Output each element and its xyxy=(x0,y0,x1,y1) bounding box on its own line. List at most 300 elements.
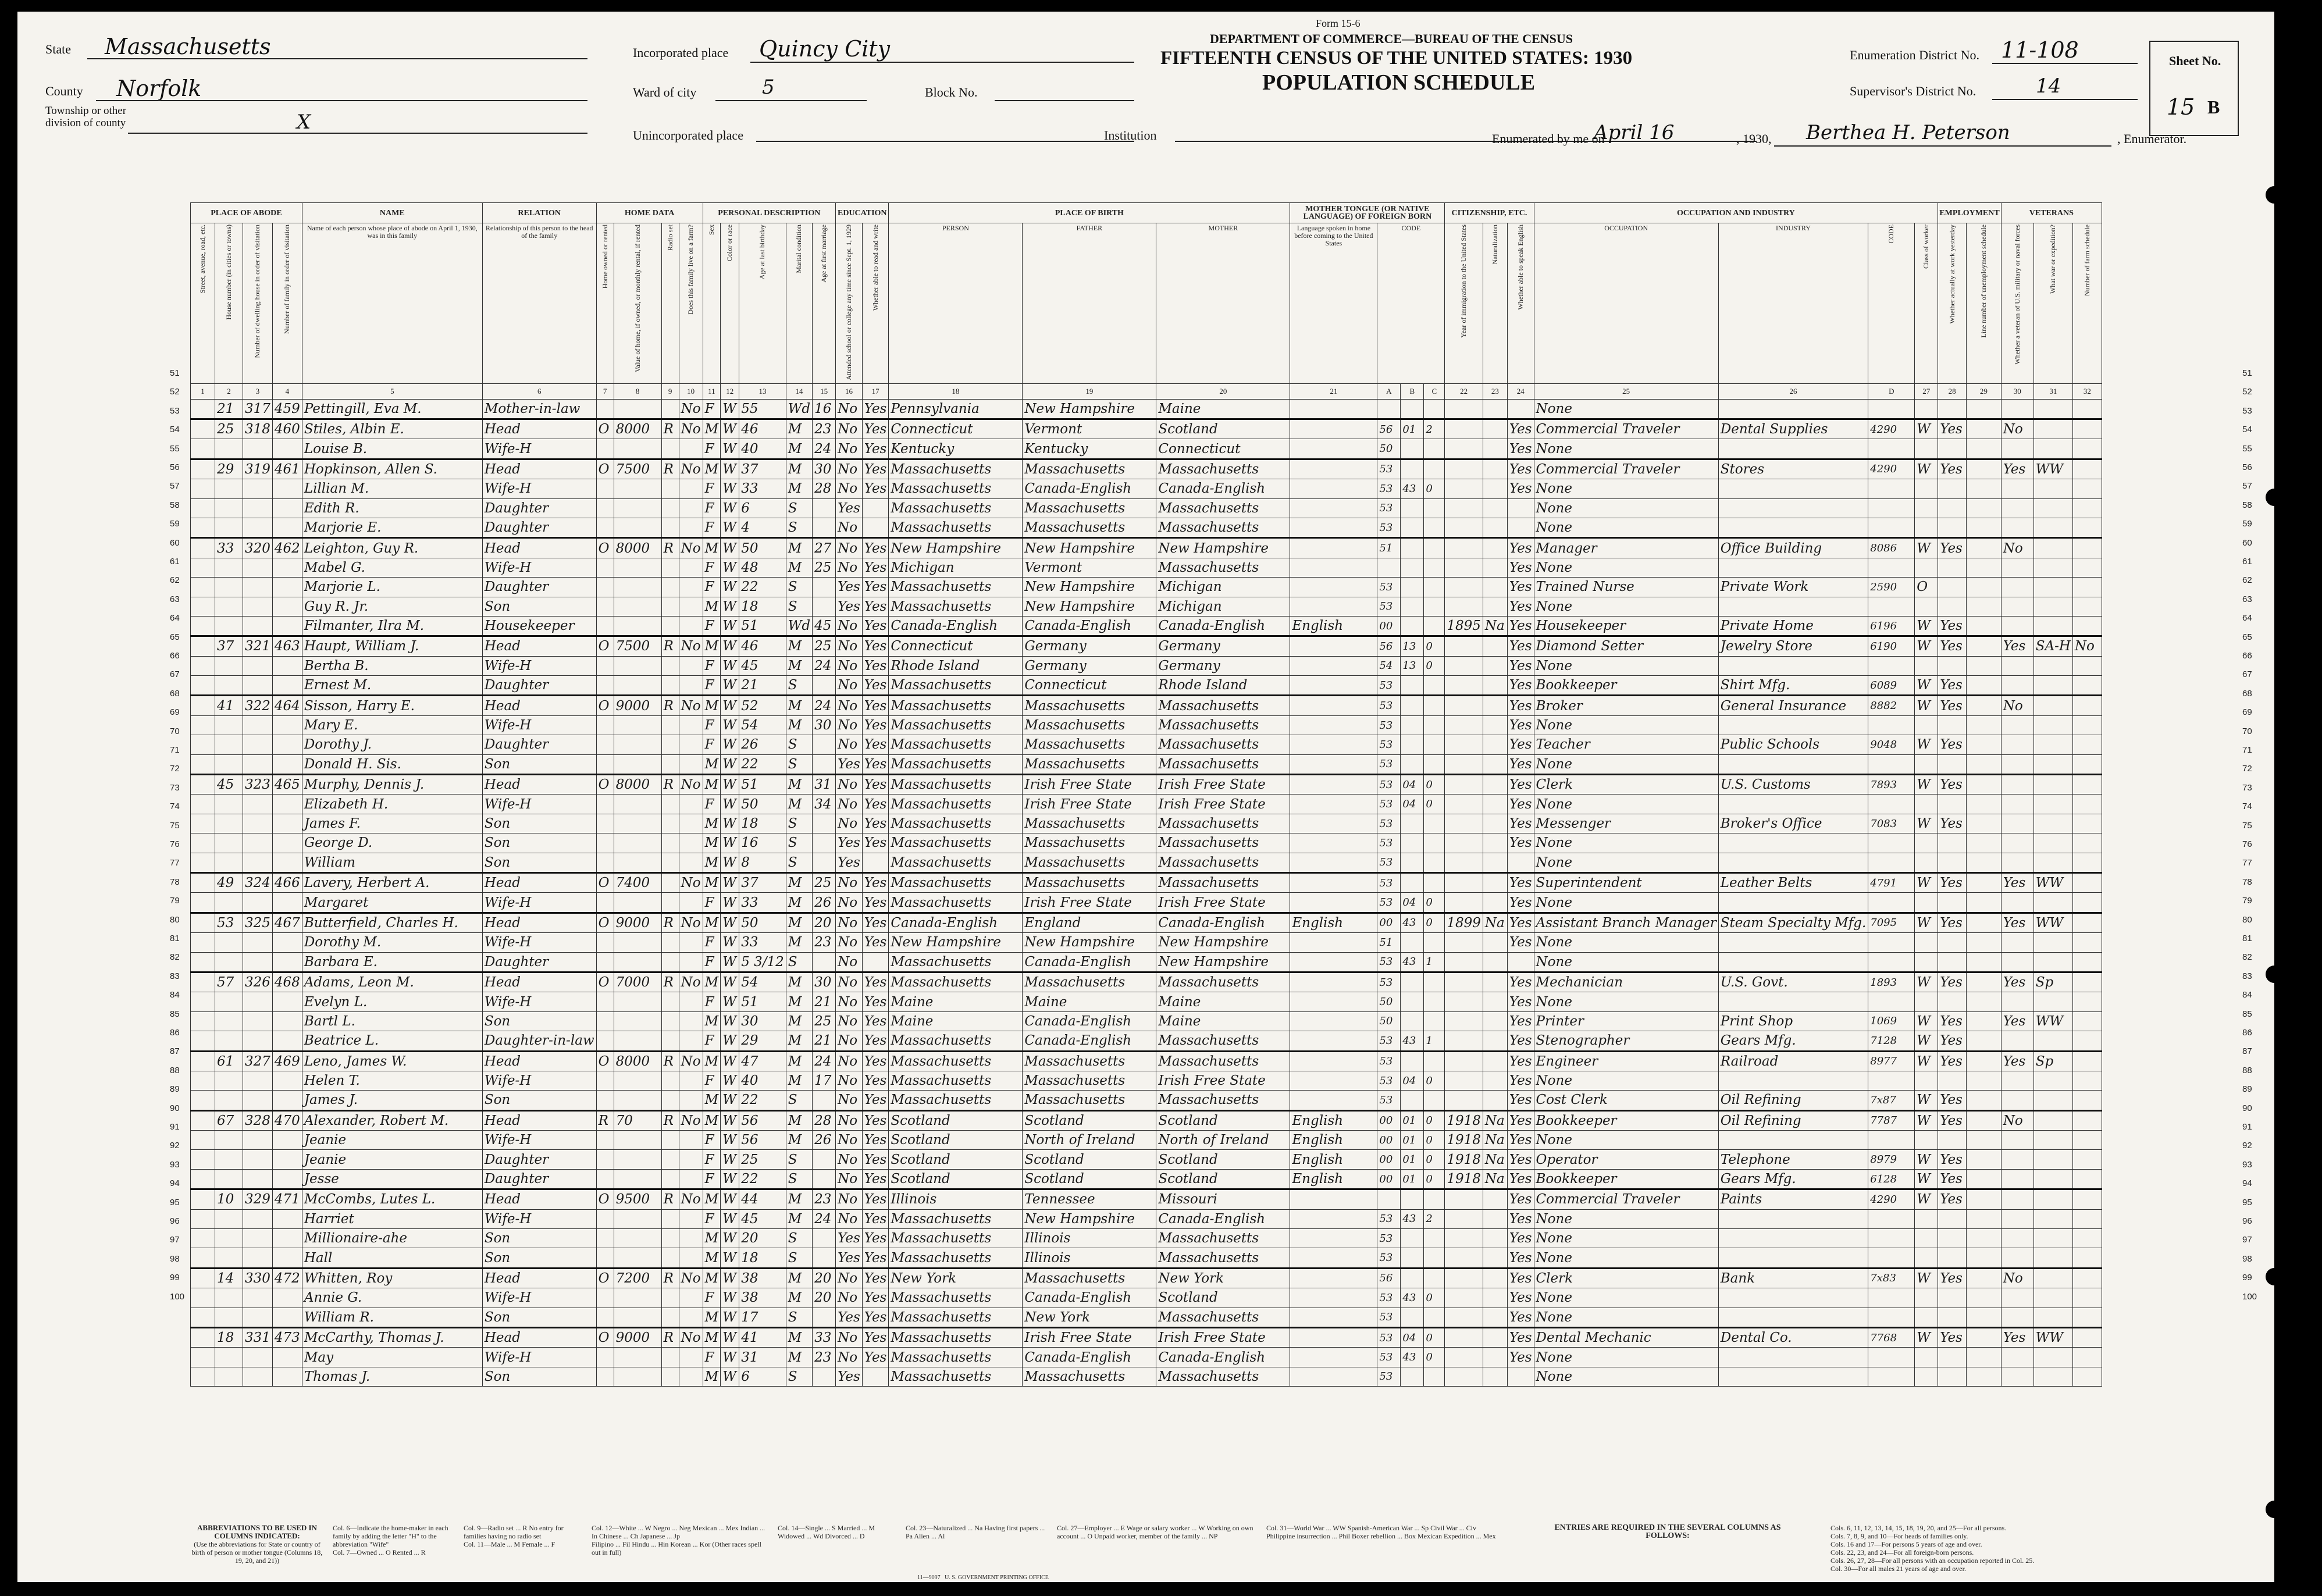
cell-bpm: Germany xyxy=(1156,656,1290,675)
cell-farm: No xyxy=(679,1327,703,1347)
cell-race: W xyxy=(721,1248,739,1268)
line-number: 96 xyxy=(2242,1216,2252,1226)
cell-own: O xyxy=(596,1268,614,1288)
cell-mar: M xyxy=(786,1209,812,1228)
cell-house xyxy=(215,814,243,833)
cell-dw xyxy=(243,656,273,675)
cell-cls xyxy=(1915,479,1938,498)
cell-radio: R xyxy=(661,1189,679,1209)
cell-afm: 24 xyxy=(813,1051,836,1071)
cell-read: Yes xyxy=(862,1031,889,1051)
cell-ca: 53 xyxy=(1377,1308,1401,1327)
cell-unemp xyxy=(1966,872,2001,892)
cell-farmno xyxy=(2072,1091,2102,1110)
census-row xyxy=(191,1327,2102,1347)
cell-fam xyxy=(272,1150,302,1169)
cell-cls xyxy=(1915,893,1938,913)
cell-val xyxy=(614,715,661,735)
line-number: 51 xyxy=(2242,368,2252,378)
cell-sex: M xyxy=(703,853,721,872)
cell-farm xyxy=(679,735,703,754)
cell-vet: Yes xyxy=(2001,1051,2033,1071)
block-label: Block No. xyxy=(925,85,978,99)
cell-cb xyxy=(1401,1367,1424,1386)
cell-sex: F xyxy=(703,1288,721,1308)
cell-bpf: New Hampshire xyxy=(1023,597,1156,616)
column-label-text: Sex xyxy=(707,225,715,235)
cell-bp: Massachusetts xyxy=(889,1229,1023,1248)
cell-vet xyxy=(2001,933,2033,952)
cell-farmno xyxy=(2072,952,2102,972)
cell-bpf: Massachusetts xyxy=(1023,972,1156,992)
enumerator-name: Berthea H. Peterson xyxy=(1806,121,2010,144)
cell-vet xyxy=(2001,1150,2033,1169)
cell-rel: Head xyxy=(482,419,596,439)
cell-war xyxy=(2033,479,2072,498)
cell-sch: No xyxy=(836,538,863,558)
cell-afm: 23 xyxy=(813,1348,836,1367)
cell-lang xyxy=(1290,558,1377,577)
cell-race: W xyxy=(721,715,739,735)
line-number: 87 xyxy=(170,1046,180,1057)
cell-rel: Wife-H xyxy=(482,656,596,675)
cell-lang xyxy=(1290,1189,1377,1209)
census-row xyxy=(191,1131,2102,1150)
cell-dw: 328 xyxy=(243,1110,273,1130)
cell-farmno xyxy=(2072,853,2102,872)
cell-bpf: Vermont xyxy=(1023,419,1156,439)
cell-war xyxy=(2033,1091,2072,1110)
cell-imm xyxy=(1445,518,1483,537)
cell-dw: 324 xyxy=(243,872,273,892)
cell-race: W xyxy=(721,578,739,597)
cell-cc xyxy=(1424,933,1445,952)
cell-mar: M xyxy=(786,1071,812,1090)
cell-bpm: Massachusetts xyxy=(1156,833,1290,853)
cell-occ: Messenger xyxy=(1534,814,1718,833)
cell-farmno xyxy=(2072,439,2102,459)
cell-mar: M xyxy=(786,636,812,656)
cell-mar: S xyxy=(786,735,812,754)
cell-imm xyxy=(1445,1091,1483,1110)
cell-farm xyxy=(679,992,703,1011)
cell-occ: Clerk xyxy=(1534,1268,1718,1288)
cell-vet xyxy=(2001,439,2033,459)
cell-lang: English xyxy=(1290,913,1377,932)
cell-bp: Maine xyxy=(889,1011,1023,1031)
cell-nat xyxy=(1483,933,1507,952)
cell-cc xyxy=(1424,597,1445,616)
cell-vet xyxy=(2001,715,2033,735)
cell-dw xyxy=(243,1348,273,1367)
column-label-text: What war or expedition? xyxy=(2049,225,2057,294)
cell-eng: Yes xyxy=(1507,933,1534,952)
line-number: 68 xyxy=(2242,688,2252,699)
cell-rel: Wife-H xyxy=(482,1288,596,1308)
cell-afm xyxy=(813,735,836,754)
cell-dw: 319 xyxy=(243,459,273,479)
group-header: PERSONAL DESCRIPTION xyxy=(703,203,836,223)
column-number: 3 xyxy=(243,383,273,399)
cell-radio xyxy=(661,893,679,913)
cell-ca: 56 xyxy=(1377,419,1401,439)
cell-code xyxy=(1868,1367,1915,1386)
cell-bp: Massachusetts xyxy=(889,1031,1023,1051)
cell-race: W xyxy=(721,893,739,913)
cell-sch: No xyxy=(836,992,863,1011)
group-header: PLACE OF BIRTH xyxy=(889,203,1290,223)
cell-bpm: Michigan xyxy=(1156,597,1290,616)
cell-farmno xyxy=(2072,1348,2102,1367)
cell-street xyxy=(191,833,215,853)
column-label xyxy=(703,223,721,384)
line-number: 61 xyxy=(170,557,180,567)
cell-read: Yes xyxy=(862,399,889,419)
cell-imm xyxy=(1445,1288,1483,1308)
cell-bp: Connecticut xyxy=(889,419,1023,439)
cell-val xyxy=(614,1071,661,1090)
cell-imm xyxy=(1445,479,1483,498)
cell-own xyxy=(596,1031,614,1051)
cell-farmno xyxy=(2072,872,2102,892)
cell-age: 51 xyxy=(739,992,786,1011)
cell-occ: Clerk xyxy=(1534,775,1718,795)
column-number: 30 xyxy=(2001,383,2033,399)
cell-ca: 53 xyxy=(1377,1071,1401,1090)
cell-eng: Yes xyxy=(1507,578,1534,597)
cell-own xyxy=(596,933,614,952)
cell-vet xyxy=(2001,1031,2033,1051)
cell-occ: Operator xyxy=(1534,1150,1718,1169)
cell-rel: Son xyxy=(482,754,596,774)
line-number: 76 xyxy=(2242,839,2252,849)
cell-age: 30 xyxy=(739,1011,786,1031)
cell-cc xyxy=(1424,498,1445,518)
cell-cls xyxy=(1915,1071,1938,1090)
cell-war xyxy=(2033,1248,2072,1268)
cell-work xyxy=(1938,893,1967,913)
cell-occ: None xyxy=(1534,518,1718,537)
cell-bpf: Irish Free State xyxy=(1023,1327,1156,1347)
cell-mar: M xyxy=(786,872,812,892)
cell-unemp xyxy=(1966,636,2001,656)
cell-cb xyxy=(1401,597,1424,616)
cell-read xyxy=(862,498,889,518)
cell-cc xyxy=(1424,399,1445,419)
cell-dw xyxy=(243,1150,273,1169)
cell-unemp xyxy=(1966,676,2001,696)
column-label: FATHER xyxy=(1023,223,1156,384)
abbr-col12: Col. 12—White ... W Negro ... Neg Mexican ... Mex Indian ... In Chinese ... Ch Japanese ... Jp xyxy=(592,1524,765,1540)
cell-cls: W xyxy=(1915,972,1938,992)
column-label-text: Radio set xyxy=(665,225,674,251)
cell-age: 56 xyxy=(739,1110,786,1130)
abbr-col14: Col. 14—Single ... S Married ... M Widowed ... Wd Divorced ... D xyxy=(778,1524,875,1540)
cell-rel: Head xyxy=(482,775,596,795)
cell-dw xyxy=(243,1169,273,1189)
cell-own xyxy=(596,656,614,675)
cell-read: Yes xyxy=(862,972,889,992)
cell-street xyxy=(191,853,215,872)
cell-cls: O xyxy=(1915,578,1938,597)
cell-bp: Massachusetts xyxy=(889,735,1023,754)
line-number: 83 xyxy=(2242,971,2252,981)
cell-val xyxy=(614,1308,661,1327)
cell-code xyxy=(1868,1308,1915,1327)
cell-mar: M xyxy=(786,715,812,735)
schedule-title: POPULATION SCHEDULE xyxy=(1262,70,1536,95)
cell-ind xyxy=(1718,518,1868,537)
cell-cls xyxy=(1915,518,1938,537)
cell-val: 9000 xyxy=(614,913,661,932)
cell-own xyxy=(596,992,614,1011)
cell-bp: Kentucky xyxy=(889,439,1023,459)
cell-cc xyxy=(1424,676,1445,696)
cell-house xyxy=(215,1348,243,1367)
line-number: 82 xyxy=(170,952,180,963)
line-number: 57 xyxy=(170,481,180,491)
cell-race: W xyxy=(721,439,739,459)
cell-imm xyxy=(1445,636,1483,656)
column-number: 11 xyxy=(703,383,721,399)
cell-unemp xyxy=(1966,696,2001,715)
cell-own xyxy=(596,1209,614,1228)
cell-race: W xyxy=(721,992,739,1011)
cell-eng: Yes xyxy=(1507,1288,1534,1308)
cell-bpm: New Hampshire xyxy=(1156,933,1290,952)
cell-ind xyxy=(1718,952,1868,972)
cell-eng: Yes xyxy=(1507,872,1534,892)
cell-mar: S xyxy=(786,754,812,774)
cell-farmno xyxy=(2072,1169,2102,1189)
cell-street xyxy=(191,952,215,972)
cell-war xyxy=(2033,1150,2072,1169)
cell-sex: F xyxy=(703,1031,721,1051)
line-number: 55 xyxy=(2242,443,2252,454)
census-row xyxy=(191,775,2102,795)
cell-house: 33 xyxy=(215,538,243,558)
cell-ind xyxy=(1718,558,1868,577)
sheet-number-box xyxy=(2149,41,2239,136)
cell-name: Adams, Leon M. xyxy=(302,972,482,992)
cell-mar: M xyxy=(786,933,812,952)
column-label xyxy=(813,223,836,384)
cell-nat xyxy=(1483,814,1507,833)
cell-age: 37 xyxy=(739,872,786,892)
cell-war xyxy=(2033,735,2072,754)
line-number: 60 xyxy=(2242,537,2252,548)
column-number: 18 xyxy=(889,383,1023,399)
cell-work xyxy=(1938,439,1967,459)
cell-rel: Wife-H xyxy=(482,992,596,1011)
cell-ca: 53 xyxy=(1377,833,1401,853)
cell-code xyxy=(1868,479,1915,498)
cell-lang xyxy=(1290,1091,1377,1110)
cell-val xyxy=(614,1288,661,1308)
cell-afm: 20 xyxy=(813,1288,836,1308)
cell-cb xyxy=(1401,735,1424,754)
cell-name: Bartl L. xyxy=(302,1011,482,1031)
cell-rel: Daughter xyxy=(482,578,596,597)
cell-farm: No xyxy=(679,872,703,892)
cell-rel: Son xyxy=(482,1229,596,1248)
cell-occ: Diamond Setter xyxy=(1534,636,1718,656)
cell-cc xyxy=(1424,1367,1445,1386)
cell-work: Yes xyxy=(1938,1169,1967,1189)
cell-sex: F xyxy=(703,933,721,952)
cell-farm: No xyxy=(679,419,703,439)
cell-imm: 1918 xyxy=(1445,1110,1483,1130)
cell-ca: 00 xyxy=(1377,1169,1401,1189)
column-number: 27 xyxy=(1915,383,1938,399)
cell-own xyxy=(596,439,614,459)
cell-unemp xyxy=(1966,518,2001,537)
cell-farmno xyxy=(2072,992,2102,1011)
form-number: Form 15-6 xyxy=(1316,17,1361,29)
cell-ca: 50 xyxy=(1377,992,1401,1011)
cell-nat xyxy=(1483,1268,1507,1288)
cell-age: 33 xyxy=(739,893,786,913)
cell-bp: Massachusetts xyxy=(889,696,1023,715)
column-label-text: Number of dwelling house in order of visitation xyxy=(253,225,262,358)
cell-dw xyxy=(243,933,273,952)
cell-cls: W xyxy=(1915,1031,1938,1051)
cell-age: 16 xyxy=(739,833,786,853)
cell-sch: Yes xyxy=(836,1229,863,1248)
cell-imm xyxy=(1445,498,1483,518)
cell-occ: None xyxy=(1534,853,1718,872)
cell-bpm: Massachusetts xyxy=(1156,498,1290,518)
column-label-text: Age at first marriage xyxy=(820,225,828,283)
cell-age: 22 xyxy=(739,578,786,597)
cell-radio: R xyxy=(661,696,679,715)
cell-bpm: Missouri xyxy=(1156,1189,1290,1209)
cell-name: Margaret xyxy=(302,893,482,913)
line-number: 100 xyxy=(170,1291,185,1302)
cell-sch: Yes xyxy=(836,754,863,774)
cell-war xyxy=(2033,1031,2072,1051)
cell-dw: 318 xyxy=(243,419,273,439)
cell-radio xyxy=(661,479,679,498)
cell-code: 6196 xyxy=(1868,616,1915,636)
cell-age: 51 xyxy=(739,616,786,636)
cell-cc xyxy=(1424,459,1445,479)
cell-farm: No xyxy=(679,775,703,795)
cell-mar: S xyxy=(786,1229,812,1248)
cell-race: W xyxy=(721,853,739,872)
column-number: 13 xyxy=(739,383,786,399)
cell-name: Jeanie xyxy=(302,1131,482,1150)
cell-name: Filmanter, Ilra M. xyxy=(302,616,482,636)
cell-house: 18 xyxy=(215,1327,243,1347)
cell-mar: M xyxy=(786,439,812,459)
cell-name: Lillian M. xyxy=(302,479,482,498)
column-label xyxy=(272,223,302,384)
cell-vet xyxy=(2001,1091,2033,1110)
cell-dw xyxy=(243,578,273,597)
column-number: 17 xyxy=(862,383,889,399)
cell-code: 7x83 xyxy=(1868,1268,1915,1288)
cell-nat xyxy=(1483,735,1507,754)
cell-rel: Son xyxy=(482,1011,596,1031)
cell-bpf: Massachusetts xyxy=(1023,814,1156,833)
cell-afm xyxy=(813,578,836,597)
cell-fam xyxy=(272,1348,302,1367)
line-number: 69 xyxy=(2242,707,2252,718)
cell-radio xyxy=(661,1248,679,1268)
cell-ind: Private Work xyxy=(1718,578,1868,597)
cell-radio xyxy=(661,1091,679,1110)
cell-cc: 0 xyxy=(1424,1150,1445,1169)
cell-farm xyxy=(679,1131,703,1150)
cell-occ: Mechanician xyxy=(1534,972,1718,992)
cell-bp: Massachusetts xyxy=(889,1091,1023,1110)
group-header: MOTHER TONGUE (OR NATIVE LANGUAGE) OF FOREIGN BORN xyxy=(1290,203,1445,223)
cell-bpf: Connecticut xyxy=(1023,676,1156,696)
cell-nat xyxy=(1483,1229,1507,1248)
gpo-line: 11—9097 U. S. GOVERNMENT PRINTING OFFICE xyxy=(917,1574,1049,1581)
cell-val xyxy=(614,795,661,814)
cell-war: WW xyxy=(2033,872,2072,892)
cell-farmno xyxy=(2072,1248,2102,1268)
cell-sch: No xyxy=(836,795,863,814)
cell-lang xyxy=(1290,419,1377,439)
cell-bpm: Massachusetts xyxy=(1156,1308,1290,1327)
cell-occ: Broker xyxy=(1534,696,1718,715)
cell-cb xyxy=(1401,696,1424,715)
cell-mar: S xyxy=(786,1150,812,1169)
cell-own xyxy=(596,833,614,853)
cell-vet xyxy=(2001,1229,2033,1248)
cell-fam xyxy=(272,853,302,872)
cell-cb xyxy=(1401,1011,1424,1031)
cell-street xyxy=(191,754,215,774)
cell-rel: Daughter xyxy=(482,1169,596,1189)
cell-cc: 0 xyxy=(1424,479,1445,498)
cell-eng: Yes xyxy=(1507,1189,1534,1209)
cell-ind: Oil Refining xyxy=(1718,1110,1868,1130)
cell-rel: Wife-H xyxy=(482,439,596,459)
cell-farm xyxy=(679,616,703,636)
cell-cc xyxy=(1424,1268,1445,1288)
cell-name: Elizabeth H. xyxy=(302,795,482,814)
cell-sex: M xyxy=(703,1367,721,1386)
column-label-text: Color or race xyxy=(725,225,734,262)
cell-ind xyxy=(1718,597,1868,616)
cell-cb xyxy=(1401,1091,1424,1110)
cell-fam xyxy=(272,1031,302,1051)
cell-read: Yes xyxy=(862,558,889,577)
cell-val xyxy=(614,1011,661,1031)
cell-own: O xyxy=(596,775,614,795)
cell-work: Yes xyxy=(1938,872,1967,892)
cell-ind xyxy=(1718,1348,1868,1367)
cell-cls: W xyxy=(1915,1189,1938,1209)
column-number: 14 xyxy=(786,383,812,399)
cell-street xyxy=(191,656,215,675)
cell-age: 33 xyxy=(739,479,786,498)
cell-farmno xyxy=(2072,735,2102,754)
cell-sch: No xyxy=(836,1348,863,1367)
cell-radio: R xyxy=(661,1051,679,1071)
cell-bp: Massachusetts xyxy=(889,795,1023,814)
cell-farmno xyxy=(2072,1051,2102,1071)
cell-fam xyxy=(272,479,302,498)
code-header: CODE xyxy=(1377,223,1445,384)
cell-cc xyxy=(1424,754,1445,774)
cell-farmno xyxy=(2072,933,2102,952)
line-number: 53 xyxy=(2242,405,2252,416)
